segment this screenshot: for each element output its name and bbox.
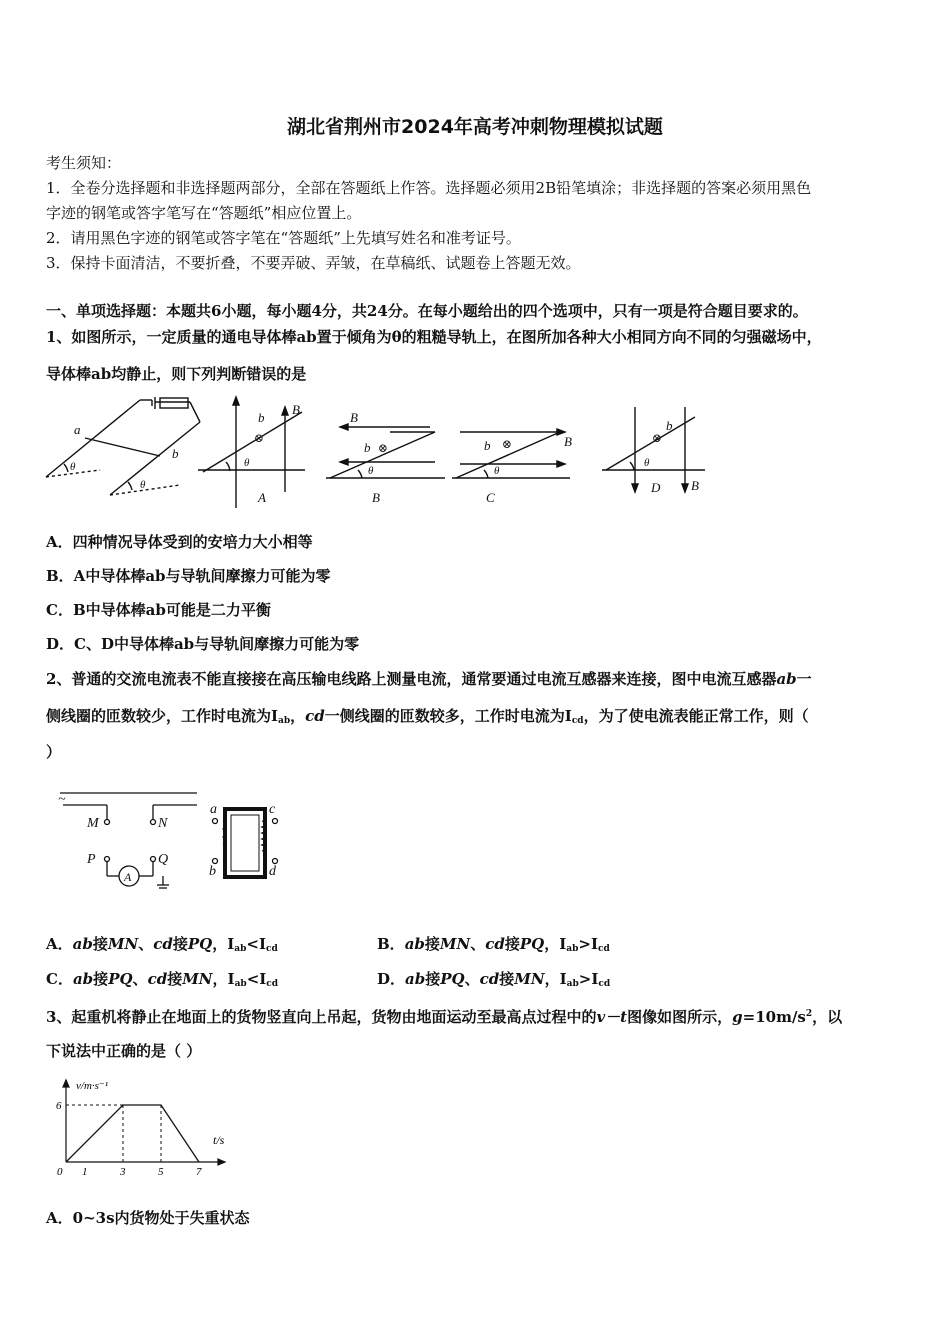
fig-label-B: B [691, 478, 699, 493]
terminal-b: b [209, 864, 216, 879]
notice-item: 1．全卷分选择题和非选择题两部分，全部在答题纸上作答。选择题必须用2B铅笔填涂；非选择题的答案必须用黑色 [46, 179, 812, 197]
fig-cross: ⊗ [254, 431, 265, 445]
terminal-d: d [269, 864, 276, 879]
terminal-P: P [87, 852, 96, 867]
notice-item: 2．请用黑色字迹的钢笔或答字笔在“答题纸”上先填写姓名和准考证号。 [46, 229, 521, 247]
section-heading: 一、单项选择题：本题共6小题，每小题4分，共24分。在每小题给出的四个选项中，只有一项是符合题目要求的。 [46, 302, 808, 320]
fig-label-B: B [350, 410, 358, 425]
vt-chart [40, 1072, 240, 1177]
q2-option-b: B．ab接MN、cd接PQ，$I_{ab}>I_{cd}$ [377, 935, 610, 954]
q1-option-c: C．B中导体棒ab可能是二力平衡 [46, 601, 271, 619]
fig-label-b: b [364, 440, 371, 455]
x-tick-label: 0 [57, 1166, 63, 1178]
page-title: 湖北省荆州市2024年高考冲刺物理模拟试题 [287, 116, 663, 138]
fig-label-theta: θ [140, 479, 146, 491]
q2-option-c: C．ab接PQ、cd接MN，$I_{ab}<I_{cd}$ [46, 970, 279, 989]
q3-option-a: A．0~3s内货物处于失重状态 [46, 1209, 250, 1227]
notice-heading: 考生须知： [46, 154, 122, 172]
x-tick-label: 3 [120, 1166, 126, 1178]
x-tick-label: 1 [82, 1166, 88, 1178]
fig-label-theta: θ [494, 465, 500, 477]
q1-stem: 导体棒ab均静止，则下列判断错误的是 [46, 365, 307, 383]
x-tick-label: 7 [196, 1166, 202, 1178]
fig-caption-A: A [258, 490, 266, 505]
fig-label-theta: θ [244, 457, 250, 469]
terminal-a: a [210, 802, 217, 817]
q2-stem: 2、普通的交流电流表不能直接接在高压输电线路上测量电流，通常要通过电流互感器来连接，图中电流互感器ab一 [46, 670, 812, 688]
x-tick-label: 5 [158, 1166, 164, 1178]
terminal-Q: Q [158, 852, 169, 867]
fig-label-theta: θ [644, 457, 650, 469]
x-axis-label: t/s [213, 1133, 225, 1147]
fig-label-b: b [172, 446, 179, 461]
q3-stem: 3、起重机将静止在地面上的货物竖直向上吊起，货物由地面运动至最高点过程中的v－t图像如图所示，$g=10m/s^2$，以 [46, 1008, 843, 1026]
fig-label-b: b [258, 410, 265, 425]
q2-figure [55, 785, 295, 895]
q2-stem: 侧线圈的匝数较少，工作时电流为$I_{ab}$，cd一侧线圈的匝数较多，工作时电流为$I_{cd}$，为了使电流表能正常工作，则（ [46, 707, 809, 726]
fig-label-a: a [74, 422, 81, 437]
q1-option-b: B．A中导体棒ab与导轨间摩擦力可能为零 [46, 567, 331, 585]
q2-option-a: A．ab接MN、cd接PQ，$I_{ab}<I_{cd}$ [46, 935, 278, 954]
fig-label-b: b [666, 418, 673, 433]
fig-cross: ⊗ [502, 437, 513, 451]
fig-caption-C: C [486, 490, 495, 505]
notice-item: 字迹的钢笔或答字笔写在“答题纸”相应位置上。 [46, 204, 362, 222]
q3-stem: 下说法中正确的是（ ） [46, 1042, 202, 1060]
fig-cross: ⊗ [652, 431, 663, 445]
fig-label-theta: θ [368, 465, 374, 477]
q1-option-a: A．四种情况导体受到的安培力大小相等 [46, 533, 313, 551]
terminal-N: N [158, 816, 168, 831]
q1-option-d: D．C、D中导体棒ab与导轨间摩擦力可能为零 [46, 635, 360, 653]
fig-cross: ⊗ [378, 441, 389, 455]
y-axis-label: v/m·s⁻¹ [76, 1080, 109, 1092]
fig-caption-D: D [651, 480, 661, 495]
notice-item: 3．保持卡面清洁，不要折叠，不要弄破、弄皱，在草稿纸、试题卷上答题无效。 [46, 254, 581, 272]
q1-stem: 1、如图所示，一定质量的通电导体棒ab置于倾角为θ的粗糙导轨上，在图所加各种大小相同方向不同的匀强磁场中， [46, 328, 822, 346]
q2-stem: ） [46, 743, 62, 761]
fig-label-B: B [292, 402, 300, 417]
vt-series-line [66, 1105, 199, 1162]
q1-figure [40, 392, 720, 512]
fig-label-theta: θ [70, 461, 76, 473]
terminal-M: M [87, 816, 99, 831]
ammeter-label: A [124, 870, 132, 884]
y-tick-label: 6 [56, 1100, 62, 1112]
fig-caption-B: B [372, 490, 380, 505]
terminal-c: c [269, 802, 276, 817]
q2-option-d: D．ab接PQ、cd接MN，$I_{ab}>I_{cd}$ [377, 970, 611, 989]
fig-label-B: B [564, 434, 572, 449]
ac-symbol: ~ [58, 792, 66, 807]
fig-label-b: b [484, 438, 491, 453]
